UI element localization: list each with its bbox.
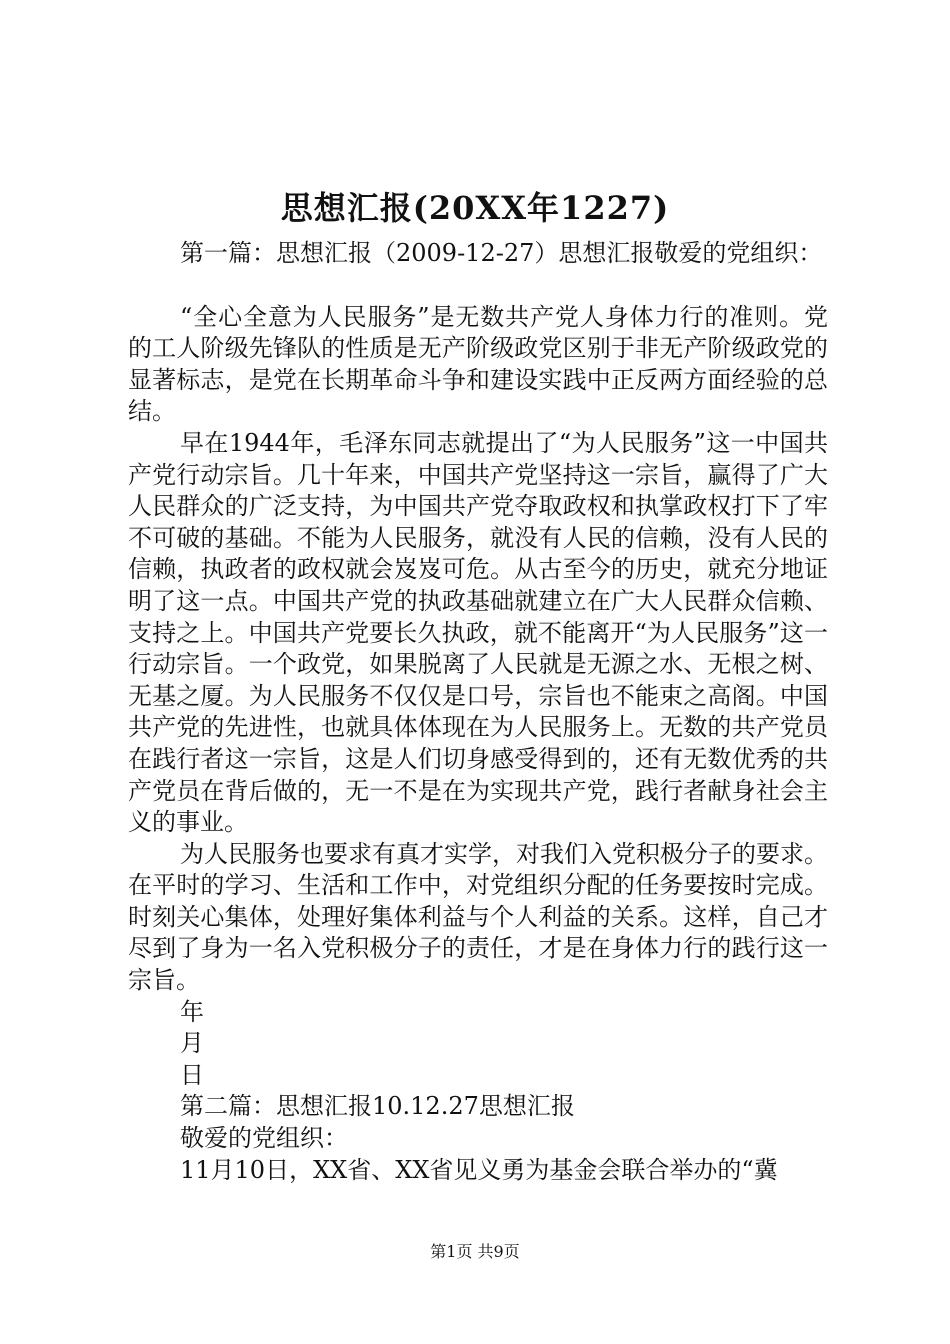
- date-day: 日: [180, 1060, 204, 1089]
- blank-line: [128, 270, 828, 302]
- page-indicator: 第1页 共9页: [430, 1242, 520, 1261]
- document-title: 思想汇报(20XX年1227): [280, 189, 670, 227]
- section-1-heading: 第一篇：思想汇报（2009-12-27）思想汇报敬爱的党组织：: [180, 239, 823, 267]
- section-2-first-line: 11月10日，XX省、XX省见义勇为基金会联合举办的“冀: [180, 1155, 778, 1184]
- body-paragraph-2: 早在1944年，毛泽东同志就提出了“为人民服务”这一中国共产党行动宗旨。几十年来，中国共产党坚持这一宗旨，赢得了广大人民群众的广泛支持，为中国共产党夺取政权和执掌政权打下了牢不可破的基础。不能为人民服务，就没有人民的信赖，没有人民的信赖，执政者的政权就会岌岌可危。从古至今的历史，就充分地证明了这一点。中国共产党的执政基础就建立在广大人民群众信赖、支持之上。中国共产党要长久执政，就不能离开“为人民服务”这一行动宗旨。一个政党，如果脱离了人民就是无源之水、无根之树、无基之厦。为人民服务不仅仅是口号，宗旨也不能束之高阁。中国共产党的先进性，也就具体体现在为人民服务上。无数的共产党员在践行者这一宗旨，这是人们切身感受得到的，还有无数优秀的共产党员在背后做的，无一不是在为实现共产党，践行者献身社会主义的事业。: [128, 428, 828, 837]
- date-month: 月: [180, 1029, 204, 1058]
- section-2-heading: 第二篇：思想汇报10.12.27思想汇报: [180, 1092, 575, 1121]
- body-paragraph-3: 为人民服务也要求有真才实学，对我们入党积极分子的要求。在平时的学习、生活和工作中，对党组织分配的任务要按时完成。时刻关心集体，处理好集体利益与个人利益的关系。这样，自己才尽到了身为一名入党积极分子的责任，才是在身体力行的践行这一宗旨。: [128, 839, 828, 995]
- section-2-salutation: 敬爱的党组织：: [180, 1124, 348, 1153]
- body-paragraph-1: “全心全意为人民服务”是无数共产党人身体力行的准则。党的工人阶级先锋队的性质是无产阶级政党区别于非无产阶级政党的显著标志，是党在长期革命斗争和建设实践中正反两方面经验的总结。: [128, 302, 828, 426]
- date-year: 年: [180, 997, 204, 1026]
- document-body: [128, 238, 828, 1186]
